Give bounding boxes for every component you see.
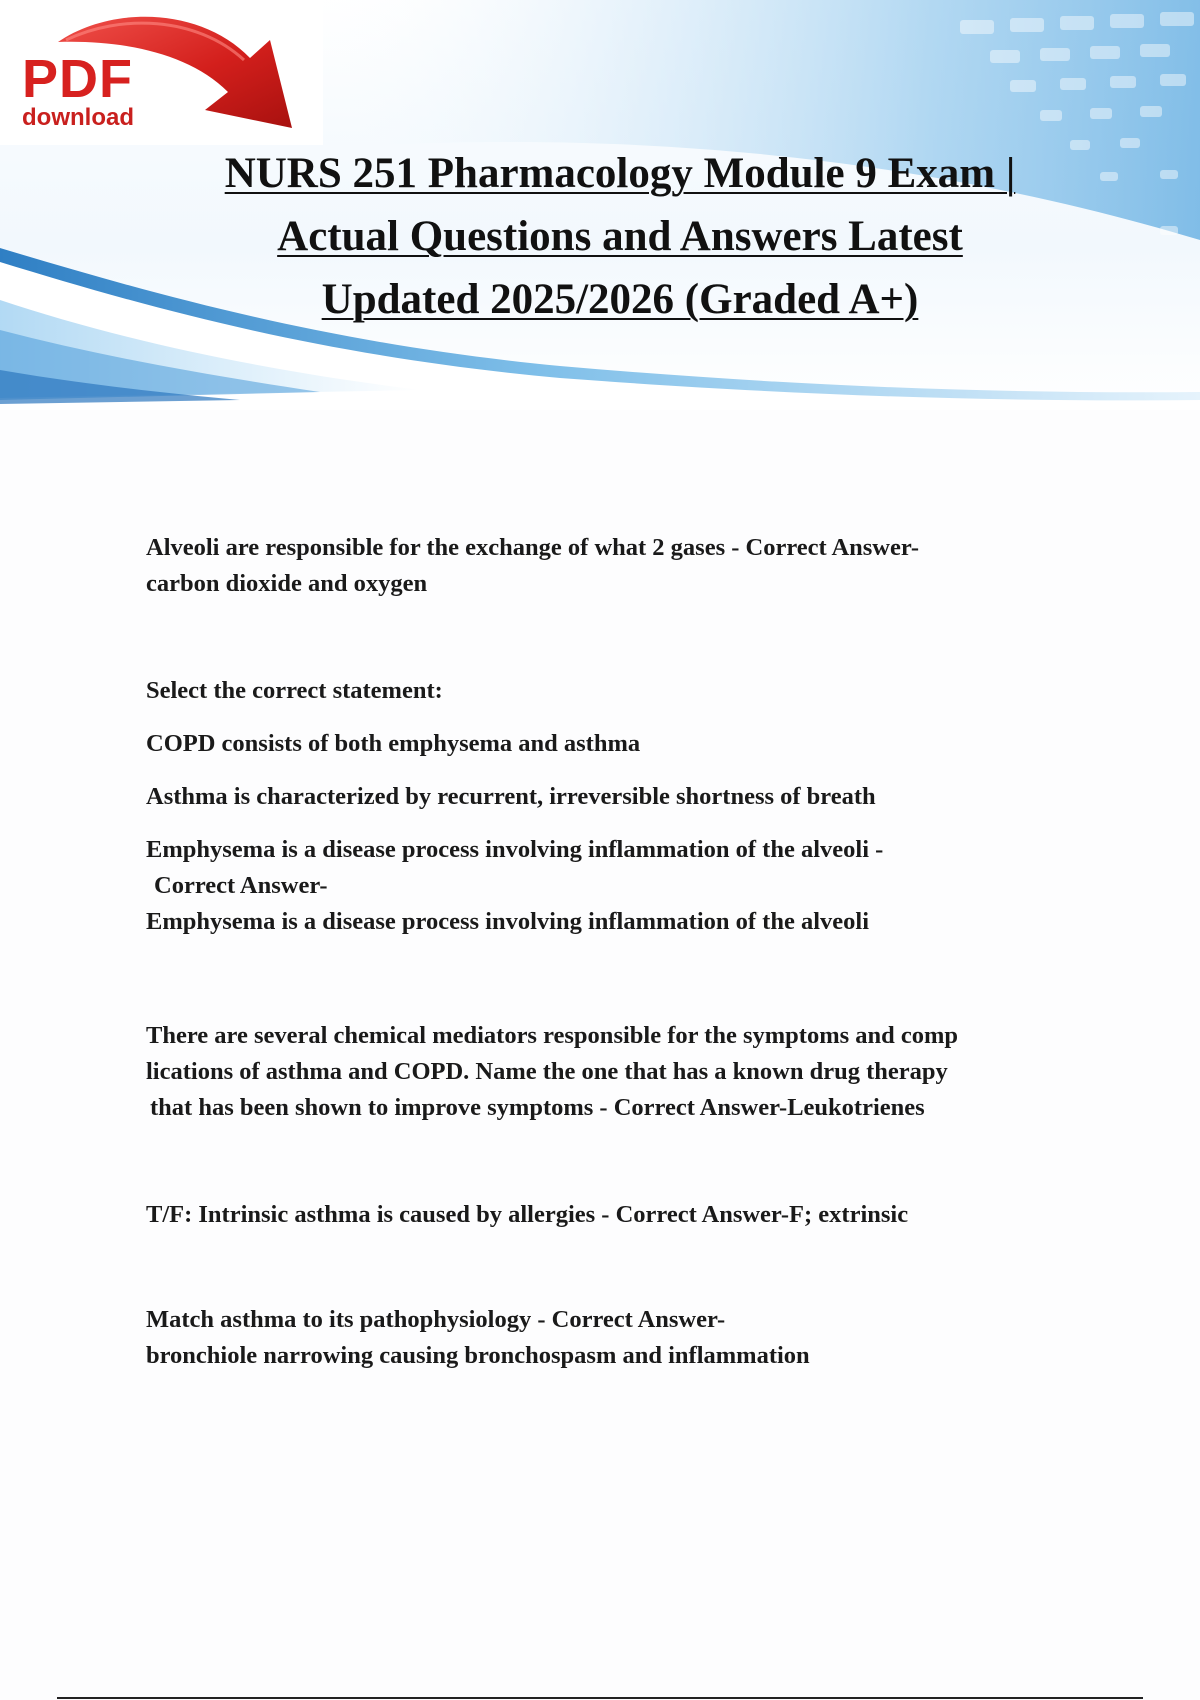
qa-item-1 — [146, 530, 1106, 602]
qa-line: lications of asthma and COPD. Name the one that has a known drug therapy — [146, 1058, 948, 1085]
qa-item-4 — [146, 1197, 1106, 1233]
qa-line: carbon dioxide and oxygen — [146, 570, 428, 597]
footer-divider — [57, 1697, 1143, 1699]
qa-item-3 — [146, 1018, 1106, 1126]
pdf-download-logo — [0, 0, 323, 145]
logo-pdf-text: PDF — [22, 49, 133, 109]
qa-line: that has been shown to improve symptoms - Correct Answer-Leukotrienes — [150, 1094, 925, 1121]
qa-item-2 — [146, 673, 1106, 940]
qa-line: Match asthma to its pathophysiology - Correct Answer- — [146, 1306, 726, 1333]
qa-line: There are several chemical mediators responsible for the symptoms and comp — [146, 1022, 959, 1049]
qa-line: T/F: Intrinsic asthma is caused by allergies - Correct Answer-F; extrinsic — [146, 1201, 909, 1228]
download-arrow-icon — [0, 0, 323, 145]
qa-line: bronchiole narrowing causing bronchospasm and inflammation — [146, 1342, 810, 1369]
qa-item-5 — [146, 1302, 1106, 1374]
title-line-2: Actual Questions and Answers Latest — [277, 213, 963, 260]
option-1: COPD consists of both emphysema and asthma — [146, 730, 641, 757]
answer-text: Emphysema is a disease process involving inflammation of the alveoli — [146, 908, 870, 935]
title-line-1: NURS 251 Pharmacology Module 9 Exam | — [224, 150, 1016, 197]
document-title — [100, 142, 1140, 331]
header-banner — [0, 0, 1200, 410]
answer-label: Correct Answer- — [154, 872, 328, 899]
option-3: Emphysema is a disease process involving inflammation of the alveoli - — [146, 836, 884, 863]
title-line-3: Updated 2025/2026 (Graded A+) — [321, 276, 919, 323]
option-2: Asthma is characterized by recurrent, irreversible shortness of breath — [146, 783, 876, 810]
question-prompt: Select the correct statement: — [146, 677, 443, 704]
logo-download-text: download — [22, 104, 134, 131]
qa-line: Alveoli are responsible for the exchange of what 2 gases - Correct Answer- — [146, 534, 919, 561]
